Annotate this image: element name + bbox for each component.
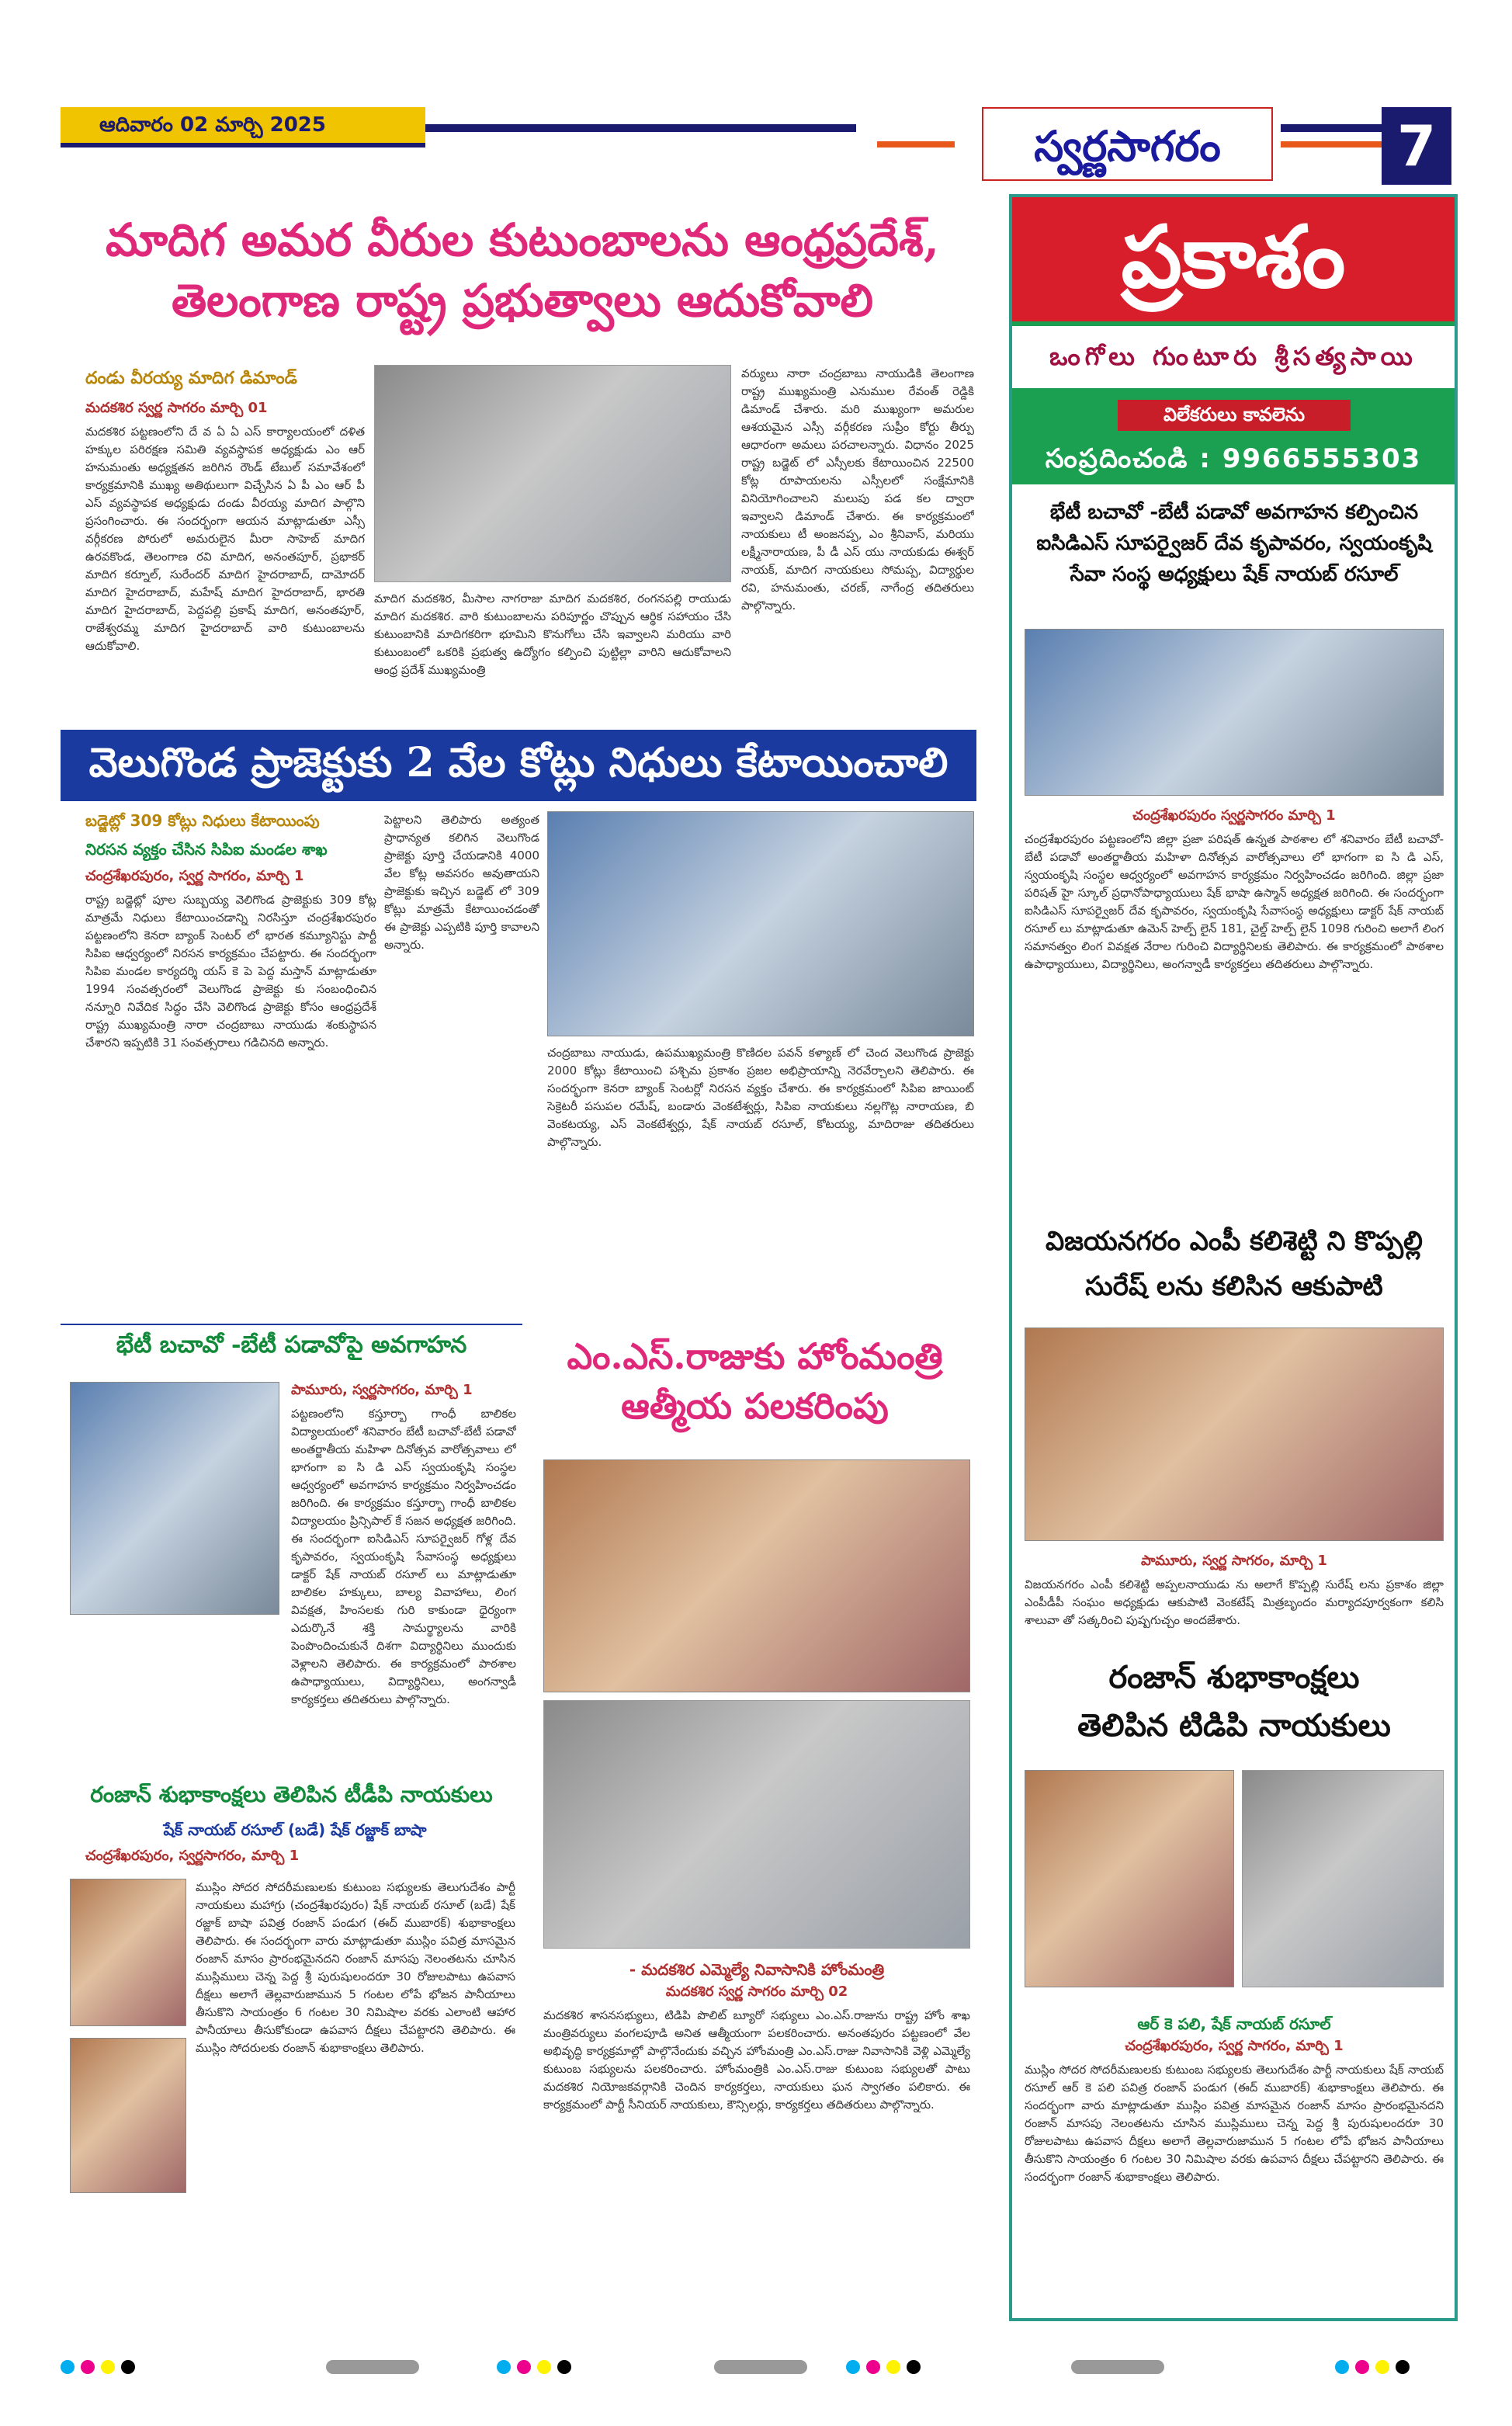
- story5-byline: మదకశిర స్వర్ణ సాగరం మార్చి 02: [665, 1983, 848, 2000]
- ad-hiring: విలేకరులు కావలెను: [1163, 404, 1306, 425]
- divider: [61, 1324, 522, 1325]
- print-mark-magenta: [517, 2360, 531, 2374]
- story3-headline: భేటీ బచావో -బేటీ పడావోపై అవగాహన: [116, 1331, 467, 1359]
- story4-photo-1: [70, 1879, 186, 2026]
- ad-cities-block: [1012, 326, 1455, 388]
- right2-body: విజయనగరం ఎంపీ కలిశెట్టి అప్పలనాయుడు ను అలాగే కొప్పల్లి సురేష్ లను ప్రకాశం జిల్లా ఎంపీడీపీ సంఘం అధ్యక్షుడు ఆకుపాటి వెంకటేష్ మిత్రబృందం మర్యాదపూర్వకంగా కలిసి శాలువా తో సత్కరించి పుష్పగుచ్చం అందజేశారు.: [1025, 1577, 1444, 1627]
- right3-names: ఆర్ కె పలి, షేక్ నాయబ్ రసూల్: [1137, 2015, 1331, 2033]
- right3-body: ముస్లిం సోదర సోదరీమణులకు కుటుంబ సభ్యులకు తెలుగుదేశం పార్టీ నాయకులు షేక్ నాయబ్ రసూల్ ఆర్ కె పలి పవిత్ర రంజాన్ పండుగ (ఈద్ ముబారక్) శుభాకాంక్షలు తెలిపారు. ఈ సందర్భంగా వారు మాట్లాడుతూ ముస్లిం పవిత్ర మాసమైన రంజాన్ మాసం ప్రారంభమైనదని రంజాన్ మాసపు నెలంతటను చూసిన ముస్లిములు చెన్న పెద్ద శ్రీ పురుషులందరూ 30 రోజులపాటు ఉపవాస దీక్షలు అలాగే తెల్లవారుజామున 5 గంటల లోపే భోజన పానీయాలు తీసుకొని సాయంత్రం 6 గంటల 30 నిమిషాల వరకు ఉపవాస దీక్షలు చేపట్టారని తెలిపారు. ఈ సందర్భంగా రంజాన్ శుభాకాంక్షలు తెలిపారు.: [1025, 2063, 1444, 2184]
- right1-body: చంద్రశేఖరపురం పట్టణంలోని జిల్లా ప్రజా పరిషత్ ఉన్నత పాఠశాల లో శనివారం బేటీ బచావో-బేటీ పడావో అంతర్జాతీయ మహిళా దినోత్సవ వారోత్సవాలు లో భాగంగా ఐ సి డి ఎస్, స్వయంకృషి సంస్థల ఆధ్వర్యంలో అవగాహన కార్యక్రమం నిర్వహించడం జరిగింది. జిల్లా ప్రజా పరిషత్ హై స్కూల్ ప్రధానోపాధ్యాయులు షేక్ భాషా ఉస్మాన్ అధ్యక్షత జరిగింది. ఈ సందర్భంగా ఐసిడిఎస్ సూపర్వైజర్ దేవ కృపావరం, స్వయంకృషి సేవాసంస్థ అధ్యక్షులు డాక్టర్ షేక్ నాయబ్ రసూల్ లు మాట్లాడుతూ ఉమెన్ హెల్ప్ లైన్ 181, చైల్డ్ హెల్ప్ లైన్ 1098 గురించి అలాగే లింగ సమానత్వం లింగ వివక్షత నేరాల గురించి విద్యార్థినిలకు తెలిపారు. ఈ కార్యక్రమంలో పాఠశాల ఉపాధ్యాయులు, విద్యార్థినిలు, అంగన్వాడీ కార్యకర్తలు తదితరులు పాల్గొన్నారు.: [1025, 832, 1444, 971]
- print-mark-magenta: [866, 2360, 880, 2374]
- print-mark-cyan: [1335, 2360, 1349, 2374]
- story1-headline-line2: తెలంగాణ రాష్ట్ర ప్రభుత్వాలు ఆదుకోవాలి: [171, 274, 873, 327]
- story5-caption: - మదకశిర ఎమ్మెల్యే నివాసానికి హోంమంత్రి: [629, 1960, 885, 1979]
- right2-photo: [1025, 1328, 1444, 1541]
- story2-body-mid: పెట్టాలని తెలిపారు అత్యంత ప్రాధాన్యత కలిగిన వెలుగొండ ప్రాజెక్టు పూర్తి చేయడానికి 4000 వేల కోట్ల అవసరం అవుతాయని ప్రాజెక్టుకు ఇచ్చిన బడ్జెట్ లో 309 కోట్లు మాత్రమే కేటాయించడంతో ఈ ప్రాజెక్టు ఎప్పటికి పూర్తి కావాలని అన్నారు.: [384, 813, 539, 952]
- story1-photo: [374, 365, 731, 582]
- right3-byline: చంద్రశేఖరపురం, స్వర్ణ సాగరం, మార్చి 1: [1125, 2038, 1344, 2054]
- right3-photo-1: [1025, 1770, 1234, 1987]
- story1-body-left: మదకశిర పట్టణంలోని దే వ ఏ ఏ ఎస్ కార్యాలయంలో దళిత హక్కుల పరిరక్షణ సమితి వ్యవస్థాపక అధ్యక్షుడు ఎం ఆర్ హనుమంతు అధ్యక్షతన జరిగిన రౌండ్ టేబుల్ సమావేశంలో కార్యక్రమానికి ముఖ్య అతిథులుగా విచ్చేసిన ఏ పీ ఎం ఆర్ పీ ఎస్ వ్యవస్థాపక అధ్యక్షుడు దండు వీరయ్య మాదిగ పాల్గొని ప్రసంగించారు. ఈ సందర్భంగా ఆయన మాట్లాడుతూ ఎస్సీ వర్గీకరణ పోరులో అమరులైన మీరా సాహెబ్ మాదిగ ఉరవకొండ, తెలంగాణ రవి మాదిగ, అనంతపూర్, ప్రభాకర్ మాదిగ కర్నూల్, సురేందర్ మాదిగ హైదరాబాద్, దామోదర్ మాదిగ హైదరాబాద్, మహేష్ మాదిగ హైదరాబాద్, భారతి మాదిగ హైదరాబాద్, పెద్దపల్లి ప్రకాష్ మాదిగ, అనంతపూర్, రాజేశ్వరమ్మ మాదిగ హైదరాబాద్ వారి కుటుంబాలను ఆదుకోవాలి.: [85, 425, 365, 653]
- header-rule-accent: [877, 141, 955, 148]
- story4-headline: రంజాన్ శుభాకాంక్షలు తెలిపిన టీడీపి నాయకులు: [90, 1782, 493, 1807]
- right3-headline-line2: తెలిపిన టిడిపి నాయకులు: [1077, 1707, 1391, 1744]
- story1-headline-line1: మాదిగ అమర వీరుల కుటుంబాలను ఆంధ్రప్రదేశ్,: [105, 213, 940, 266]
- print-mark-bar: [1071, 2360, 1164, 2374]
- logo-name: స్వర్ణసాగరం: [1034, 121, 1221, 171]
- ad-contact-block: [1017, 439, 1450, 479]
- right3-photo-2: [1242, 1770, 1444, 1987]
- print-mark-bar: [326, 2360, 419, 2374]
- print-mark-cyan: [497, 2360, 511, 2374]
- print-mark-cyan: [61, 2360, 75, 2374]
- print-mark-magenta: [1355, 2360, 1369, 2374]
- story4-photo-2: [70, 2038, 186, 2193]
- header-rule: [425, 124, 856, 132]
- story2-byline: చంద్రశేఖరపురం, స్వర్ణ సాగరం, మార్చి 1: [85, 868, 304, 884]
- print-mark-black: [121, 2360, 135, 2374]
- header-rule-right: [1281, 124, 1382, 132]
- issue-date: ఆదివారం 02 మార్చి 2025: [99, 113, 326, 137]
- print-mark-magenta: [81, 2360, 95, 2374]
- story5-headline-line2: ఆత్మీయ పలకరింపు: [621, 1385, 889, 1427]
- print-mark-cyan: [846, 2360, 860, 2374]
- right2-headline-line2: సురేష్ లను కలిసిన ఆకుపాటి: [1085, 1271, 1383, 1302]
- print-mark-black: [1396, 2360, 1410, 2374]
- right1-headline: భేటీ బచావో -బేటీ పడావో అవగాహన కల్పించిన ఐసిడిఎస్ సూపర్వైజర్ దేవ కృపావరం, స్వయంకృషి సేవా సంస్థ అధ్యక్షులు షేక్ నాయబ్ రసూల్: [1036, 501, 1432, 586]
- right1-byline: చంద్రశేఖరపురం స్వర్ణసాగరం మార్చి 1: [1132, 807, 1336, 824]
- story2-subhead1: బడ్జెట్లో 309 కోట్లు నిధులు కేటాయింపు: [85, 811, 320, 830]
- story5-headline: [536, 1331, 974, 1431]
- ad-title-block: [1012, 197, 1455, 321]
- print-mark-bar: [714, 2360, 807, 2374]
- ad-title: ప్రకాశం: [1121, 207, 1346, 307]
- right2-headline: [1017, 1219, 1451, 1309]
- print-mark-black: [557, 2360, 571, 2374]
- print-mark-yellow: [101, 2360, 115, 2374]
- page-number: 7: [1382, 107, 1451, 185]
- print-mark-yellow: [886, 2360, 900, 2374]
- ad-cities: ఒంగోలు గుంటూరు శ్రీసత్యసాయి: [1049, 342, 1417, 371]
- right2-headline-line1: విజయనగరం ఎంపీ కలిశెట్టి ని కొప్పల్లి: [1046, 1226, 1423, 1257]
- right2-byline: పామూరు, స్వర్ణ సాగరం, మార్చి 1: [1141, 1553, 1327, 1569]
- right3-headline-line1: రంజాన్ శుభాకాంక్షలు: [1108, 1659, 1360, 1695]
- story5-headline-line1: ఎం.ఎస్.రాజుకు హోంమంత్రి: [567, 1335, 943, 1377]
- story3-byline: పామూరు, స్వర్ణసాగరం, మార్చి 1: [291, 1382, 473, 1398]
- right1-photo: [1025, 629, 1444, 796]
- ad-contact: సంప్రదించండి : 9966555303: [1045, 443, 1422, 474]
- story3-body: పట్టణంలోని కస్తూర్బా గాంధీ బాలికల విద్యాలయంలో శనివారం బేటీ బచావో-బేటీ పడావో అంతర్జాతీయ మహిళా దినోత్సవ వారోత్సవాలు లో భాగంగా ఐ సి డి ఎస్ స్వయంకృషి సంస్థల ఆధ్వర్యంలో అవగాహన కార్యక్రమం నిర్వహించడం జరిగింది. ఈ కార్యక్రమం కస్తూర్బా గాంధీ బాలికల విద్యాలయం ప్రిన్సిపాల్ కే సజన అధ్యక్షత జరిగింది. ఈ సందర్భంగా ఐసిడిఎస్ సూపర్వైజర్ గోళ్ల దేవ కృపావరం, స్వయంకృషి సేవాసంస్థ అధ్యక్షులు డాక్టర్ షేక్ నాయబ్ రసూల్ లు మాట్లాడుతూ బాలికల హక్కులు, బాల్య వివాహాలు, లింగ వివక్షత, హింసలకు గురి కాకుండా ధైర్యంగా ఎదుర్కొనే శక్తి సామర్థ్యాలను వారికి పెంపొందించుకునే దిశగా విద్యార్థినిలు ముందుకు వెళ్లాలని తెలిపారు. ఈ కార్యక్రమంలో పాఠశాల ఉపాధ్యాయులు, విద్యార్థినిలు, అంగన్వాడీ కార్యకర్తలు తదితరులు పాల్గొన్నారు.: [291, 1407, 516, 1706]
- story3-photo: [70, 1382, 279, 1615]
- print-mark-yellow: [537, 2360, 551, 2374]
- newspaper-logo: [982, 107, 1273, 181]
- ad-hiring-badge: [1118, 400, 1351, 431]
- story1-body-mid: మాదిగ మదకశిర, మీసాల నాగరాజు మాదిగ మదకశిర, రంగనపల్లి రాయుడు మాదిగ మదకశిర. వారి కుటుంబాలను పరిపూర్ణం చొప్పున ఆర్థిక సహాయం చేసి కుటుంబానికి మాదిగకరిగా భూమిని కొనుగోలు చేసి ఇవ్వాలని మరియు వారి కుటుంబంలో ఒకరికి ప్రభుత్వ ఉద్యోగం కల్పించి పుట్టిల్లా వారిని ఆదుకోవాలని ఆంధ్ర ప్రదేశ్ ముఖ్యమంత్రి: [374, 592, 731, 677]
- print-mark-black: [907, 2360, 921, 2374]
- header-rule-right-accent: [1281, 141, 1382, 148]
- story2-body-right: చంద్రబాబు నాయుడు, ఉపముఖ్యమంత్రి కొణిదల పవన్ కళ్యాణ్ లో చెంద వెలుగొండ ప్రాజెక్టు 2000 కోట్లు కేటాయించి పశ్చిమ ప్రకాశం ప్రజల అభిప్రాయాన్ని నెరవేర్చాలని తెలిపారు. ఈ సందర్భంగా కెనరా బ్యాంక్ సెంటర్లో నిరసన వ్యక్తం చేశారు. ఈ కార్యక్రమంలో సిపిఐ జాయింట్ సెక్రెటరీ పసుపల రమేష్, బండారు వెంకటేశ్వర్లు, సిపిఐ నాయకులు నల్లగొట్ల నారాయణ, బి వెంకటయ్య, ఎస్ వెంకటేశ్వర్లు, షేక్ నాయబ్ రసూల్, కోటయ్య, మాదిరాజు తదితరులు పాల్గొన్నారు.: [547, 1046, 974, 1149]
- story1-byline: మదకశిర స్వర్ణ సాగరం మార్చి 01: [85, 400, 268, 416]
- story5-photo-2: [543, 1700, 970, 1949]
- story1-body-right: వర్యులు నారా చంద్రబాబు నాయుడికి తెలంగాణ రాష్ట్ర ముఖ్యమంత్రి ఎనుముల రేవంత్ రెడ్డికి డిమాండ్ చేశారు. మరి ముఖ్యంగా అమరుల ఆశయమైన ఎస్సీ వర్గీకరణ సుప్రీం కోర్టు తీర్పు ఆధారంగా అమలు పరచాలన్నారు. విధానం 2025 రాష్ట్ర బడ్జెట్ లో ఎస్సీలకు కేటాయించిన 22500 కోట్ల రూపాయలను ఎస్సీలలో సంక్షేమానికి వినియోగించాలని మలుపు పడ కల ద్వారా ఇవ్వాలని డిమాండ్ చేశారు. ఈ కార్యక్రమంలో నాయకులు టీ అంజనప్ప, ఎం శ్రీనివాస్, మరియు లక్ష్మీనారాయణ, పీ డీ ఎస్ యు నాయకుడు ఈశ్వర్ నాయక్, మాదిగ నాయకులు సోమప్ప, విద్యార్థుల రవి, హనుమంతు, చరణ్, నాగేంద్ర తదితరులు పాల్గొన్నారు.: [741, 366, 974, 613]
- story4-names: షేక్ నాయబ్ రసూల్ (బడే) షేక్ రజ్జాక్ బాషా: [163, 1820, 427, 1839]
- story2-subhead2: నిరసన వ్యక్తం చేసిన సిపిఐ మండల శాఖ: [85, 840, 328, 859]
- story2-headline: వెలుగొండ ప్రాజెక్టుకు 2 వేల కోట్లు నిధులు కేటాయించాలి: [88, 739, 948, 786]
- story2-banner: [61, 730, 976, 801]
- story5-photo-1: [543, 1459, 970, 1692]
- story4-body: ముస్లిం సోదర సోదరీమణులకు కుటుంబ సభ్యులకు తెలుగుదేశం పార్టీ నాయకులు మహాగ్రు (చంద్రశేఖరపురం) షేక్ నాయబ్ రసూల్ (బడే) షేక్ రజ్జాక్ బాషా పవిత్ర రంజాన్ పండుగ (ఈద్ ముబారక్) శుభాకాంక్షలు తెలిపారు. ఈ సందర్భంగా వారు మాట్లాడుతూ ముస్లిం పవిత్ర మాసమైన రంజాన్ మాసం ప్రారంభమైనదని రంజాన్ మాసపు నెలంతటను చూసిన ముస్లిములు చెన్న పెద్ద శ్రీ పురుషులందరూ 30 రోజులపాటు ఉపవాస దీక్షలు అలాగే తెల్లవారుజామున 5 గంటల లోపే భోజన పానీయాలు తీసుకొని సాయంత్రం 6 గంటల 30 నిమిషాల వరకు ఎలాంటి ఆహార పానీయాలు తీసుకోకుండా ఉపవాస దీక్షలు చేపట్టారని తెలిపారు. ఈ ముస్లిం సోదరులకు రంజాన్ శుభాకాంక్షలు తెలిపారు.: [196, 1880, 515, 2055]
- story4-byline: చంద్రశేఖరపురం, స్వర్ణసాగరం, మార్చి 1: [85, 1848, 300, 1864]
- story2-photo: [547, 811, 974, 1036]
- right3-headline: [1017, 1654, 1451, 1750]
- date-bar: [61, 107, 425, 148]
- story2-body-left: రాష్ట్ర బడ్జెట్లో పూల సుబ్బయ్య వెలిగొండ ప్రాజెక్టుకు 309 కోట్ల మాత్రమే నిధులు కేటాయించడాన్ని నిరసిస్తూ చంద్రశేఖరపురం పట్టణంలోని కెనరా బ్యాంక్ సెంటర్ లో భారత కమ్యూనిస్టు పార్టీ సిపిఐ ఆధ్వర్యంలో నిరసన కార్యక్రమం చేపట్టారు. ఈ సందర్భంగా సిపిఐ మండల కార్యదర్శి యస్ కె పె పెద్ద మస్తాన్ మాట్లాడుతూ 1994 సంవత్సరంలో వెలుగొండ ప్రాజెక్టు కు సంబంధించిన నన్నూరి నివేదిక సిద్ధం చేసి వెలిగొండ ప్రాజెక్టు కోసం ఆంధ్రప్రదేశ్ రాష్ట్ర ముఖ్యమంత్రి నారా చంద్రబాబు నాయుడు శంకుస్థాపన చేశారని ఇప్పటికి 31 సంవత్సరాలు గడిచినది అన్నారు.: [85, 893, 376, 1050]
- story1-subhead: దండు వీరయ్య మాదిగ డిమాండ్: [85, 369, 297, 388]
- story5-body: మదకశిర శాసనసభ్యులు, టిడిపి పొలిట్ బ్యూరో సభ్యులు ఎం.ఎస్.రాజును రాష్ట్ర హోం శాఖ మంత్రివర్యులు వంగలపూడి అనిత ఆత్మీయంగా పలకరించారు. అనంతపురం పట్టణంలో వేల అభివృద్ధి కార్యక్రమాల్లో పాల్గొనేందుకు వచ్చిన హోంమంత్రి ఎం.ఎస్.రాజు నివాసానికి వెళ్లి ఎమ్మెల్యే కుటుంబ సభ్యులను పలకరించారు. హోంమంత్రికి ఎం.ఎస్.రాజు కుటుంబ సభ్యులతో పాటు మదకశిర నియోజకవర్గానికి చెందిన కార్యకర్తలు, నాయకులు ఘన స్వాగతం పలికారు. ఈ కార్యక్రమంలో పార్టీ సీనియర్ నాయకులు, కౌన్సిలర్లు, కార్యకర్తలు తదితరులు పాల్గొన్నారు.: [543, 2008, 970, 2112]
- story1-headline: [61, 210, 984, 331]
- print-mark-yellow: [1375, 2360, 1389, 2374]
